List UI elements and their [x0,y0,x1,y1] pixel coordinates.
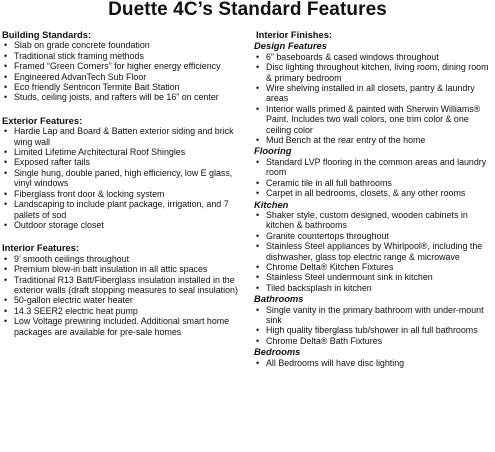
section-heading: Exterior Features: [2,114,83,126]
list-item: • Premium blow-in batt insulation in all attic spaces [4,264,208,275]
bullet-icon: • [4,50,8,61]
list-item: • Ceramic tile in all full bathrooms [256,177,392,188]
list-item: • Single hung, double paned, high efficiency, low E glass, vinyl windows [4,167,233,189]
bullet-icon: • [256,188,260,199]
list-item: • Engineered AdvanTech Sub Floor [4,71,147,82]
list-item: • Fiberglass front door & locking system [4,188,165,199]
section-heading: Interior Features: [2,242,80,254]
list-item: • 6” baseboards & cased windows throughout [256,51,439,62]
list-item: • Landscaping to include plant package, irrigation, and 7 pallets of sod [4,199,229,220]
bullet-icon: • [256,325,260,336]
list-item: • Traditional R13 Batt/Fiberglass insulation installed in the exterior walls (draft stopping measures to seal insulation) [4,274,238,295]
bullet-icon: • [256,83,260,94]
list-item: • Hardie Lap and Board & Batten exterior siding and brick wing wall [4,126,234,147]
bullet-icon: • [256,51,260,62]
building-standards-section [2,29,248,103]
bullet-icon: • [256,241,260,252]
list-item: • Studs, ceiling joists, and rafters will be 16” on center [4,92,219,103]
feature-list [254,210,494,293]
list-item: • Stainless Steel undermount sink in kitchen [256,272,433,283]
exterior-features-section [2,115,248,230]
feature-list [254,157,494,199]
bullet-icon: • [4,305,8,316]
bullet-icon: • [4,219,8,230]
subsection-heading: Kitchen [254,198,289,210]
subsection-heading: Bathrooms [254,293,304,305]
bullet-icon: • [256,282,260,293]
list-item: • 14.3 SEER2 electric heat pump [4,305,138,316]
bullet-icon: • [256,357,260,368]
list-item: • Disc lighting throughout kitchen, living room, dining room & primary bedroom [256,62,489,83]
list-item: • High quality fiberglass tub/shower in all full bathrooms [256,325,478,336]
list-item: • Outdoor storage closet [4,219,104,230]
bullet-icon: • [4,61,8,72]
list-item: • Chrome Delta® Kitchen Fixtures [256,261,394,272]
section-heading: Building Standards: [2,29,92,40]
bullet-icon: • [4,126,8,137]
bullet-icon: • [4,188,8,199]
bullet-icon: • [4,295,8,306]
bullet-icon: • [4,82,8,93]
bullet-icon: • [4,157,8,168]
section-heading: Interior Finishes: [256,29,333,40]
bullet-icon: • [256,62,260,73]
list-item: • All Bedrooms will have disc lighting [256,357,405,368]
bullet-icon: • [256,335,260,346]
list-item: • Framed “Green Corners” for higher energy efficiency [4,61,221,72]
feature-list [2,254,248,337]
bullet-icon: • [4,253,8,264]
list-item: • Shaker style, custom designed, wooden cabinets in kitchen & bathrooms [256,209,468,231]
list-item: • Limited Lifetime Architectural Roof Shingles [4,147,186,158]
list-item: • Eco friendly Sentricon Termite Bait Station [4,82,180,93]
bullet-icon: • [4,92,8,103]
subsection-heading: Bedrooms [254,346,301,358]
bullet-icon: • [4,167,8,178]
bullet-icon: • [4,71,8,82]
list-item: • Slab on grade concrete foundation [4,40,150,51]
bullet-icon: • [4,264,8,275]
bullet-icon: • [256,135,260,146]
feature-list [254,358,494,368]
list-item: • Tiled backsplash in kitchen [256,282,372,293]
list-item: • Standard LVP flooring in the common areas and laundry room [256,156,487,178]
left-column [2,29,248,337]
bullet-icon: • [256,230,260,241]
list-item: • 9’ smooth ceilings throughout [4,253,130,264]
list-item: • Wire shelving installed in all closets, pantry & laundry areas [256,83,475,104]
list-item: • Granite countertops throughout [256,230,389,241]
bullet-icon: • [4,199,8,210]
bullet-icon: • [256,103,260,114]
subsection-heading: Flooring [254,145,292,157]
bullet-icon: • [4,147,8,158]
list-item: • Exposed rafter tails [4,157,90,168]
list-item: • Low Voltage prewiring included. Additional smart home packages are available for pre-sale homes [4,316,230,337]
bullet-icon: • [256,304,260,315]
list-item: • Chrome Delta® Bath Fixtures [256,335,383,346]
bullet-icon: • [256,177,260,188]
bullet-icon: • [4,40,8,51]
feature-list [254,305,494,347]
list-item: • Mud Bench at the rear entry of the home [256,135,426,146]
list-item: • Interior walls primed & painted with Sherwin Williams® Paint. Includes two wall colors, one trim color & one ceiling color [256,103,481,135]
bullet-icon: • [256,209,260,220]
interior-features-section [2,242,248,337]
right-column [254,29,494,368]
bullet-icon: • [4,316,8,327]
bullet-icon: • [4,274,8,285]
bullet-icon: • [256,261,260,272]
page-title: Duette 4C’s Standard Features [108,0,387,20]
feature-list [2,40,248,102]
subsection-heading: Design Features [254,40,327,52]
list-item: • Traditional stick framing methods [4,50,144,61]
list-item: • Single vanity in the primary bathroom with under-mount sink [256,304,484,325]
list-item: • 50-gallon electric water heater [4,295,133,306]
bullet-icon: • [256,156,260,167]
feature-list [2,126,248,230]
feature-list [254,52,494,146]
bullet-icon: • [256,272,260,283]
list-item: • Stainless Steel appliances by Whirlpool®, including the dishwasher, glass top electric range & microwave [256,241,483,262]
list-item: • Carpet in all bedrooms, closets, & any other rooms [256,188,466,199]
